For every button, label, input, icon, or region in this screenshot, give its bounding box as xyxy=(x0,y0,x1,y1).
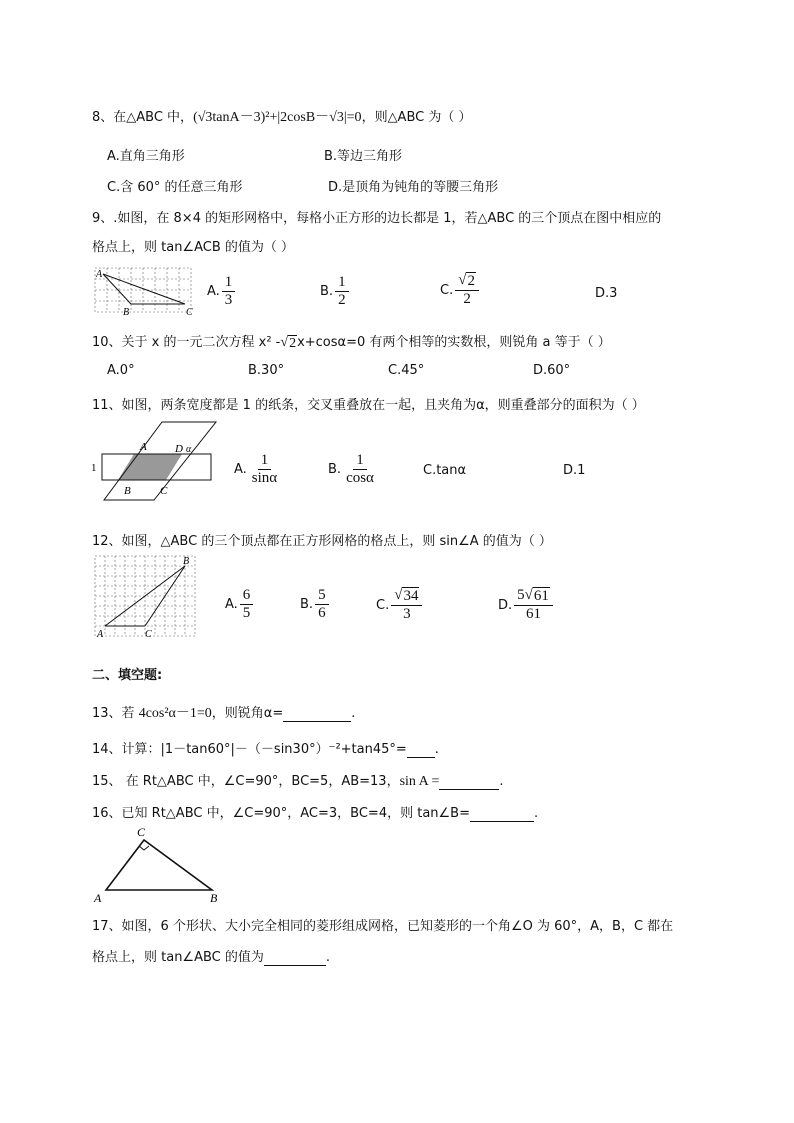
q12-option-b-label: B. xyxy=(300,597,314,612)
q9-option-b[interactable] xyxy=(320,274,349,309)
q9-option-c[interactable] xyxy=(440,272,479,308)
sqrt-icon: √ xyxy=(524,587,533,603)
q8-option-b[interactable]: B.等边三角形 xyxy=(324,149,403,164)
q15-expr: sin A = xyxy=(399,774,440,789)
q17-end: . xyxy=(325,950,331,965)
sqrt-icon: √ xyxy=(458,272,467,288)
q8-prefix: 8、在△ABC 中， xyxy=(92,110,194,125)
q12-option-a-den: 5 xyxy=(242,605,251,621)
q17-text: 格点上，则 tan∠ABC 的值为 xyxy=(92,950,264,965)
q10-stem xyxy=(92,331,611,352)
q12-option-c-num: √ 34 xyxy=(391,587,422,606)
q14-stem xyxy=(92,738,439,758)
q12-option-a-fraction xyxy=(240,587,254,622)
q9-grid xyxy=(95,268,191,312)
q12-option-d-fraction xyxy=(514,587,553,623)
q11-label-c: C xyxy=(160,485,168,497)
q17-answer-blank[interactable] xyxy=(264,950,326,966)
q11-option-a-fraction xyxy=(249,452,280,487)
q9-option-c-label: C. xyxy=(440,282,454,298)
q9-option-a-fraction xyxy=(222,274,236,309)
q16-stem xyxy=(92,802,538,822)
q9-option-a-label: A. xyxy=(207,284,220,299)
q13-prefix: 13、若 xyxy=(92,706,135,721)
q16-label-a: A xyxy=(94,891,102,905)
q9-option-b-den: 2 xyxy=(338,292,346,308)
q11-option-a-den: sinα xyxy=(251,470,278,486)
q12-option-b-den: 6 xyxy=(318,605,326,621)
q15-text: 15、 在 Rt△ABC 中，∠C=90°，BC=5，AB=13， xyxy=(92,774,400,789)
q10-option-c[interactable]: C.45° xyxy=(388,363,425,378)
q11-option-b[interactable] xyxy=(328,452,377,487)
q9-option-a[interactable] xyxy=(207,274,235,309)
section-heading-fill-in: 二、填空题: xyxy=(92,668,163,683)
q9-option-d[interactable]: D.3 xyxy=(595,286,618,301)
q9-option-b-num: 1 xyxy=(335,274,349,292)
q8-option-d[interactable]: D.是顶角为钝角的等腰三角形 xyxy=(328,180,499,195)
sqrt-icon: √ xyxy=(394,587,403,603)
q12-option-c-den: 3 xyxy=(403,606,411,622)
q16-label-c: C xyxy=(137,825,146,839)
q9-figure xyxy=(93,266,197,318)
q16-end: . xyxy=(534,806,539,821)
q12-option-a-num: 6 xyxy=(240,587,254,605)
q11-stem: 11、如图，两条宽度都是 1 的纸条，交叉重叠放在一起，且夹角为α，则重叠部分的面积为（ ） xyxy=(92,398,645,413)
q11-option-c[interactable]: C.tanα xyxy=(423,463,467,478)
q12-option-a[interactable] xyxy=(225,587,253,622)
q12-option-c-fraction xyxy=(391,587,422,623)
q16-figure xyxy=(92,822,224,904)
q17-stem-line1: 17、如图，6 个形状、大小完全相同的菱形组成网格，已知菱形的一个角∠O 为 60°，A，B，C 都在 xyxy=(92,919,674,934)
q10-option-d[interactable]: D.60° xyxy=(533,363,571,378)
q13-answer-blank[interactable] xyxy=(283,706,351,722)
q8-equation: (√3tanA－3)²+|2cosB－√3|=0 xyxy=(193,110,362,125)
q12-option-a-label: A. xyxy=(225,597,238,612)
q8-option-a[interactable]: A.直角三角形 xyxy=(107,149,185,164)
q12-option-d-label: D. xyxy=(498,597,513,613)
q11-label-a: A xyxy=(140,441,147,453)
q9-option-b-fraction xyxy=(335,274,349,309)
q17-stem-line2 xyxy=(92,946,330,966)
q16-text: 16、已知 Rt△ABC 中，∠C=90°，AC=3，BC=4，则 tan∠B= xyxy=(92,806,470,821)
q13-stem xyxy=(92,702,355,722)
q12-figure xyxy=(93,554,198,640)
q14-end: . xyxy=(434,742,439,757)
q11-option-a-num: 1 xyxy=(258,452,272,470)
q12-option-b[interactable] xyxy=(300,587,329,622)
q10-option-a[interactable]: A.0° xyxy=(107,363,135,378)
q12-option-d[interactable] xyxy=(498,587,553,623)
q9-stem-line1: 9、.如图，在 8×4 的矩形网格中，每格小正方形的边长都是 1，若△ABC 的三个顶点在图中相应的 xyxy=(92,211,662,226)
sqrt-icon: √ xyxy=(280,335,289,350)
q12-label-a: A xyxy=(97,629,104,640)
q12-label-c: C xyxy=(145,629,152,640)
q11-label-one: 1 xyxy=(91,462,97,474)
q9-option-a-den: 3 xyxy=(224,292,233,308)
q9-label-a: A xyxy=(96,269,103,280)
q9-triangle xyxy=(103,274,185,304)
q8-option-c[interactable]: C.含 60° 的任意三角形 xyxy=(107,180,243,195)
q12-stem: 12、如图，△ABC 的三个顶点都在正方形网格的格点上，则 sin∠A 的值为（ ） xyxy=(92,534,552,549)
q13-equation: 4cos²α－1=0 xyxy=(138,706,212,721)
q11-option-b-den: cosα xyxy=(346,470,374,486)
q10-option-b[interactable]: B.30° xyxy=(248,363,285,378)
q14-text: 14、计算：|1－tan60°|－（－sin30°）⁻²+tan45°= xyxy=(92,742,407,757)
q16-right-angle-mark xyxy=(139,846,149,850)
q13-suffix: ，则锐角α= xyxy=(211,706,284,721)
q12-option-c-label: C. xyxy=(376,597,390,613)
q11-option-b-fraction xyxy=(343,452,377,487)
q9-option-c-num: √ 2 xyxy=(455,272,479,291)
q13-end: . xyxy=(351,706,356,721)
q16-answer-blank[interactable] xyxy=(470,806,534,822)
q11-label-b: B xyxy=(124,485,131,497)
q12-option-b-num: 5 xyxy=(315,587,329,605)
q14-answer-blank[interactable] xyxy=(407,742,435,758)
q12-option-d-num: 5 √ 61 xyxy=(514,587,553,606)
q15-answer-blank[interactable] xyxy=(439,774,499,790)
q10-sqrt: √ 2 xyxy=(280,335,297,351)
q10-suffix: x+cosα=0 有两个相等的实数根，则锐角 a 等于（ ） xyxy=(297,335,611,350)
q11-label-d: D xyxy=(175,443,183,455)
q9-option-b-label: B. xyxy=(320,284,334,299)
q9-label-c: C xyxy=(186,307,193,318)
q11-option-b-num: 1 xyxy=(353,452,367,470)
q11-option-a-label: A. xyxy=(234,462,247,477)
q11-option-b-label: B. xyxy=(328,462,342,477)
q15-stem xyxy=(92,770,504,790)
q9-option-c-fraction xyxy=(455,272,479,308)
q11-option-d[interactable]: D.1 xyxy=(563,463,586,478)
q11-label-alpha: α xyxy=(186,444,192,455)
q15-end: . xyxy=(499,774,504,789)
q12-label-b: B xyxy=(183,556,190,567)
q8-suffix: ，则△ABC 为（ ） xyxy=(361,110,472,125)
q16-label-b: B xyxy=(210,891,218,905)
q9-option-c-den: 2 xyxy=(463,291,471,307)
q16-triangle xyxy=(106,840,212,890)
q12-option-d-den: 61 xyxy=(526,606,542,622)
q9-option-a-num: 1 xyxy=(222,274,236,292)
q10-prefix: 10、关于 x 的一元二次方程 x² - xyxy=(92,335,281,350)
q11-figure xyxy=(90,414,215,504)
q12-option-c[interactable] xyxy=(376,587,422,623)
q9-stem-line2: 格点上，则 tan∠ACB 的值为（ ） xyxy=(92,240,295,255)
q12-option-b-fraction xyxy=(315,587,329,622)
q11-option-a[interactable] xyxy=(234,452,280,487)
q8-stem xyxy=(92,106,472,126)
q9-label-b: B xyxy=(123,307,130,318)
